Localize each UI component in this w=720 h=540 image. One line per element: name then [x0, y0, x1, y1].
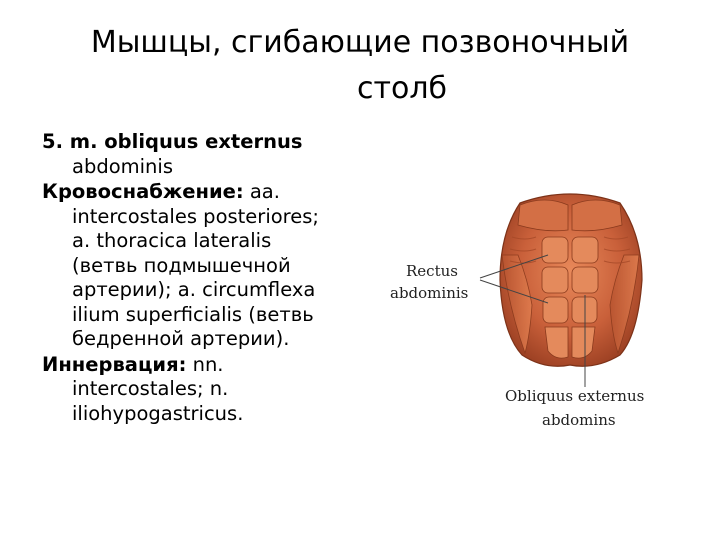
blood-supply-line: бедренной артерии).: [72, 327, 290, 350]
blood-supply-line: intercostales posteriores;: [72, 204, 319, 228]
innervation: [42, 353, 372, 427]
muscle-illustration: [380, 185, 690, 445]
innervation-first-line: [42, 353, 372, 378]
rectus-label-2: abdominis: [390, 284, 469, 302]
rectus-label-1: Rectus: [406, 262, 458, 280]
innervation-line: intercostales; n.: [72, 377, 229, 400]
pectoral-right: [572, 200, 622, 231]
blood-supply-line: ilium superficialis (ветвь: [72, 302, 314, 326]
title-line-1: Мышцы, сгибающие позвоночный: [90, 25, 630, 60]
blood-supply: [42, 180, 372, 352]
title-line-2: столб: [357, 71, 447, 106]
torso-muscles-image: [380, 185, 690, 445]
muscle-item: [42, 130, 372, 179]
innervation-label: Иннервация:: [42, 352, 187, 376]
innervation-first: nn.: [186, 352, 224, 376]
blood-supply-label: Кровоснабжение:: [42, 180, 244, 203]
blood-supply-line: артерии); a. circumflexa: [72, 278, 316, 301]
body-text: [42, 130, 372, 427]
blood-supply-line: a. thoracica lateralis: [72, 229, 272, 252]
muscle-name-cont: abdominis: [72, 154, 173, 178]
innervation-line: iliohypogastricus.: [72, 401, 244, 425]
blood-supply-line: (ветвь подмышечной: [72, 253, 291, 277]
blood-supply-first: aa.: [243, 180, 280, 203]
slide-title: [0, 20, 720, 112]
blood-supply-first-line: [42, 180, 372, 205]
obliquus-label-1: Obliquus externus: [505, 387, 645, 405]
muscle-name-first: 5. m. obliquus externus: [42, 130, 303, 153]
pectoral-left: [518, 200, 568, 231]
obliquus-label-2: abdomins: [542, 411, 616, 429]
